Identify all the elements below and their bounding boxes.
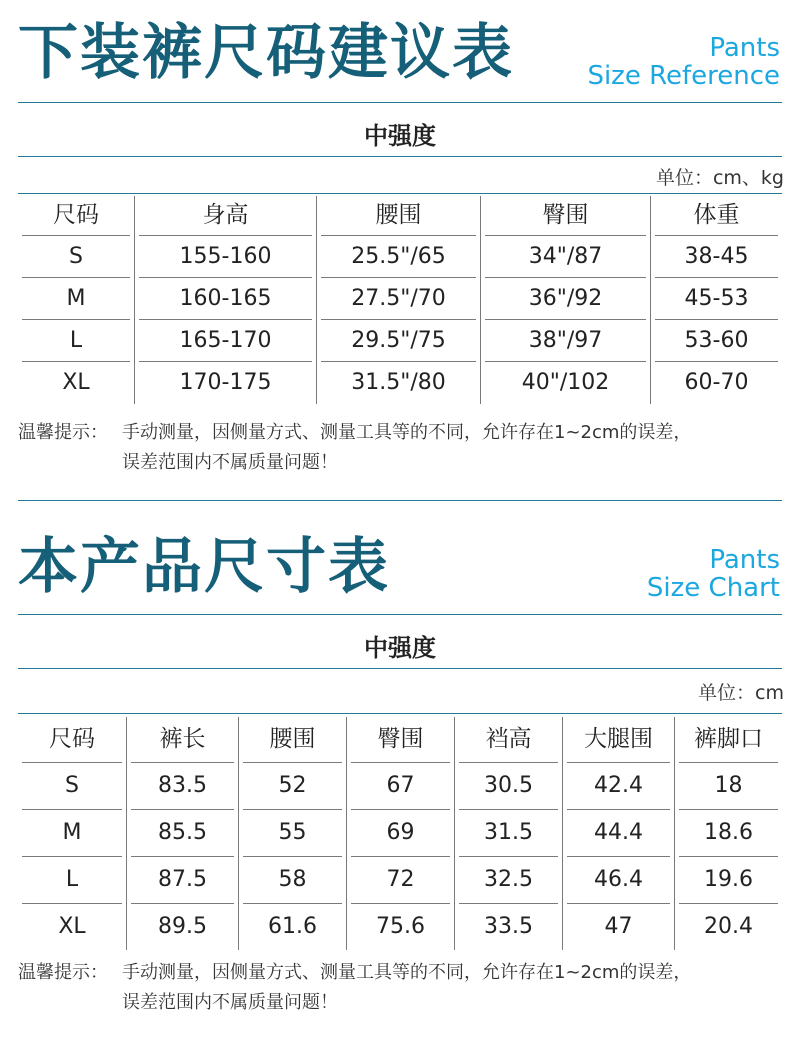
product-size-table (18, 717, 782, 950)
header-cell: 臀围 (346, 717, 454, 763)
table-cell: 44.4 (562, 810, 674, 857)
section2-title: 本产品尺寸表 (18, 532, 390, 602)
section1-table-top-rule (18, 193, 782, 194)
table-cell: 36"/92 (480, 278, 650, 320)
header-cell: 裤长 (126, 717, 238, 763)
notice-line1: 手动测量，因侧量方式、测量工具等的不同，允许存在1~2cm的误差， (122, 422, 692, 443)
table-cell: 18 (674, 763, 782, 810)
table-cell: 31.5"/80 (316, 362, 480, 404)
section1-title: 下装裤尺码建议表 (18, 18, 514, 88)
table-cell: 38"/97 (480, 320, 650, 362)
table-cell: M (18, 810, 126, 857)
table-header-row (18, 717, 782, 763)
table-cell: 87.5 (126, 857, 238, 904)
section2-intensity-rule (18, 668, 782, 669)
table-cell: 30.5 (454, 763, 562, 810)
table-row (18, 236, 782, 278)
table-cell: 60-70 (650, 362, 782, 404)
table-cell: 32.5 (454, 857, 562, 904)
notice-label: 温馨提示： (18, 422, 108, 443)
header-cell: 体重 (650, 196, 782, 236)
section1-intensity: 中强度 (364, 122, 436, 150)
table-cell: 29.5"/75 (316, 320, 480, 362)
table-row (18, 810, 782, 857)
table-cell: 160-165 (134, 278, 316, 320)
section-divider (18, 500, 782, 501)
table-cell: XL (62, 370, 90, 395)
table-cell: 67 (346, 763, 454, 810)
table-header-row (18, 196, 782, 236)
table-cell: 46.4 (562, 857, 674, 904)
table-cell: 40"/102 (480, 362, 650, 404)
table-row (18, 362, 782, 404)
table-cell: 38-45 (650, 236, 782, 278)
section2-subtitle-line1: Pants (709, 545, 780, 575)
table-cell: L (18, 320, 134, 362)
table-cell: 72 (346, 857, 454, 904)
table-cell: 75.6 (346, 904, 454, 950)
section1-intensity-rule (18, 156, 782, 157)
table-cell: 20.4 (674, 904, 782, 950)
table-cell: 155-160 (134, 236, 316, 278)
section2-top-rule (18, 614, 782, 615)
header-cell: 臀围 (480, 196, 650, 236)
table-cell: 83.5 (126, 763, 238, 810)
table-row (18, 320, 782, 362)
section1-subtitle-line2: Size Reference (587, 61, 780, 91)
table-cell: 55 (238, 810, 346, 857)
table-cell: 42.4 (562, 763, 674, 810)
size-reference-table (18, 196, 782, 404)
table-cell: 18.6 (674, 810, 782, 857)
table-cell: 19.6 (674, 857, 782, 904)
section1-subtitle-line1: Pants (709, 33, 780, 63)
table-cell: 69 (346, 810, 454, 857)
table-cell: 170-175 (134, 362, 316, 404)
notice-label: 温馨提示： (18, 962, 108, 983)
table-cell: 45-53 (650, 278, 782, 320)
table-cell: 34"/87 (480, 236, 650, 278)
header-cell: 腰围 (238, 717, 346, 763)
notice-line2: 误差范围内不属质量问题！ (122, 452, 338, 473)
table-cell: 47 (562, 904, 674, 950)
header-cell: 大腿围 (562, 717, 674, 763)
table-row (18, 857, 782, 904)
section2-table-top-rule (18, 713, 782, 714)
table-cell: 53-60 (650, 320, 782, 362)
section1-subtitle (587, 34, 780, 90)
section1-top-rule (18, 102, 782, 103)
header-cell: 尺码 (18, 196, 134, 236)
table-cell: 27.5"/70 (316, 278, 480, 320)
table-cell: 89.5 (126, 904, 238, 950)
header-cell: 身高 (134, 196, 316, 236)
table-cell: XL (58, 914, 86, 939)
section1-notice (18, 418, 788, 478)
table-row (18, 278, 782, 320)
header-cell: 腰围 (316, 196, 480, 236)
table-row (18, 904, 782, 950)
notice-line2: 误差范围内不属质量问题！ (122, 992, 338, 1013)
table-cell: 85.5 (126, 810, 238, 857)
section2-notice (18, 958, 788, 1018)
table-cell: 61.6 (238, 904, 346, 950)
table-cell: 33.5 (454, 904, 562, 950)
table-cell: 25.5"/65 (316, 236, 480, 278)
table-cell: M (18, 278, 134, 320)
table-cell: 165-170 (134, 320, 316, 362)
header-cell: 裤脚口 (674, 717, 782, 763)
section1-unit: 单位：cm、kg (655, 167, 784, 189)
section2-subtitle-line2: Size Chart (646, 573, 780, 603)
section2-intensity: 中强度 (364, 634, 436, 662)
table-cell: S (18, 236, 134, 278)
section2-subtitle (647, 546, 780, 602)
section2-unit: 单位：cm (698, 682, 784, 704)
header-cell: 尺码 (18, 717, 126, 763)
notice-line1: 手动测量，因侧量方式、测量工具等的不同，允许存在1~2cm的误差， (122, 962, 692, 983)
table-cell: 31.5 (454, 810, 562, 857)
table-cell: 58 (238, 857, 346, 904)
table-row (18, 763, 782, 810)
table-cell: 52 (238, 763, 346, 810)
table-cell: L (18, 857, 126, 904)
header-cell: 裆高 (454, 717, 562, 763)
table-cell: S (18, 763, 126, 810)
